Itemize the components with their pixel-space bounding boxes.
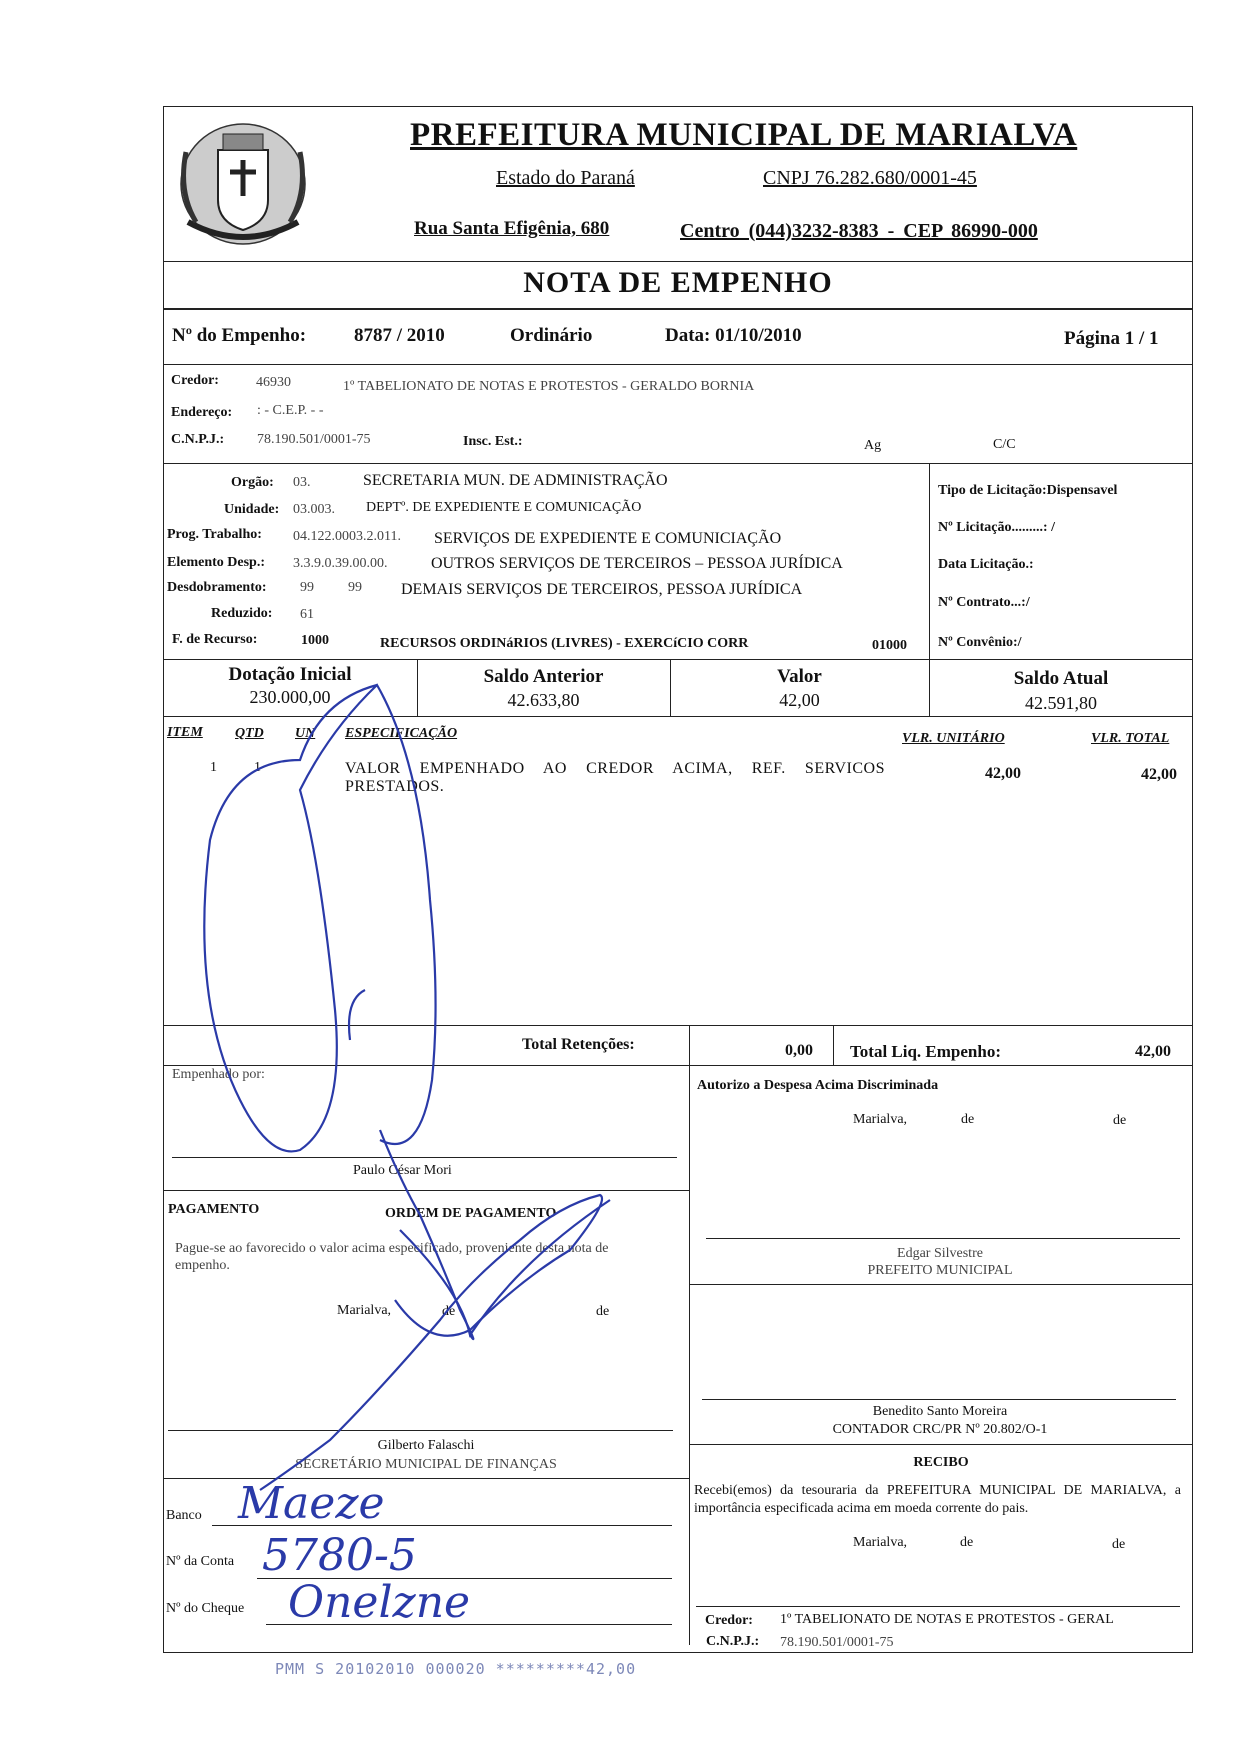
licitacao-numero: Nº Licitação.........: /: [938, 520, 1055, 535]
licitacao-data: Data Licitação.:: [938, 557, 1034, 572]
page-number: Página 1 / 1: [1064, 328, 1159, 349]
address-label: Endereço:: [171, 405, 233, 420]
ordem-pagamento-label: ORDEM DE PAGAMENTO: [385, 1206, 557, 1221]
total-retencoes-label: Total Retenções:: [522, 1036, 635, 1053]
empenhado-por-label: Empenhado por:: [172, 1067, 265, 1082]
empenho-type: Ordinário: [510, 325, 593, 346]
pagamento-place: Marialva,: [337, 1303, 392, 1318]
recibo-text: Recebi(emos) da tesouraria da PREFEITURA MUNICIPAL DE MARIALVA, a importância especificada acima em moeda corrente do pais.: [694, 1483, 1181, 1516]
dotacao-label: Dotação Inicial: [228, 664, 352, 685]
fonte-recurso-label: F. de Recurso:: [172, 632, 258, 647]
fonte-recurso-code2: 01000: [872, 638, 907, 653]
credor-address: : - C.E.P. - -: [257, 403, 324, 418]
item-qtd: 1: [254, 760, 261, 775]
col-vlr-unitario: VLR. UNITÁRIO: [902, 731, 1005, 746]
empenho-number-label: Nº do Empenho:: [172, 325, 307, 346]
recibo-place: Marialva,: [853, 1535, 908, 1550]
desdobramento-desc: DEMAIS SERVIÇOS DE TERCEIROS, PESSOA JURÍDICA: [401, 581, 803, 598]
valor-label: Valor: [777, 666, 822, 687]
saldo-anterior-label: Saldo Anterior: [483, 666, 604, 687]
col-qtd: QTD: [235, 726, 264, 741]
state-name: Estado do Paraná: [496, 167, 635, 189]
elemento-code: 3.3.9.0.39.00.00.: [293, 556, 388, 571]
credor-label: Credor:: [171, 373, 219, 388]
item-number: 1: [210, 760, 217, 775]
reduzido-label: Reduzido:: [211, 606, 273, 621]
recibo-cnpj: 78.190.501/0001-75: [780, 1635, 894, 1650]
credor-cnpj: 78.190.501/0001-75: [257, 432, 371, 447]
insc-label: Insc. Est.:: [463, 434, 523, 449]
total-liquido-label: Total Liq. Empenho:: [850, 1042, 1001, 1061]
col-item: ITEM: [167, 725, 203, 740]
prefeito-name: Edgar Silvestre: [897, 1246, 983, 1261]
recibo-label: RECIBO: [913, 1455, 969, 1470]
secretario-name: Gilberto Falaschi: [377, 1438, 475, 1453]
dotacao-value: 230.000,00: [249, 687, 331, 707]
licitacao-tipo: Tipo de Licitação:Dispensavel: [938, 483, 1118, 498]
orgao-desc: SECRETARIA MUN. DE ADMINISTRAÇÃO: [363, 472, 668, 489]
recibo-de: de: [1112, 1537, 1126, 1552]
prog-label: Prog. Trabalho:: [167, 527, 262, 542]
cheque-handwritten: Onelzne: [288, 1577, 471, 1628]
conta-label: Nº da Conta: [166, 1554, 235, 1569]
saldo-anterior-value: 42.633,80: [507, 690, 580, 710]
municipality-contact: Centro (044)3232-8383 - CEP 86990-000: [680, 220, 1038, 242]
recibo-credor-name: 1º TABELIONATO DE NOTAS E PROTESTOS - GERAL: [780, 1612, 1114, 1627]
licitacao-convenio: Nº Convênio:/: [938, 635, 1022, 650]
total-liquido-value: 42,00: [1135, 1043, 1171, 1060]
saldo-atual-value: 42.591,80: [1025, 693, 1097, 713]
unidade-desc: DEPTº. DE EXPEDIENTE E COMUNICAÇÃO: [366, 500, 642, 515]
fonte-recurso-desc: RECURSOS ORDINáRIOS (LIVRES) - EXERCíCIO CORR: [380, 636, 749, 651]
col-especificacao: ESPECIFICAÇÃO: [345, 726, 458, 741]
pagamento-label: PAGAMENTO: [168, 1202, 260, 1217]
total-retencoes-value: 0,00: [785, 1042, 813, 1059]
unidade-label: Unidade:: [224, 502, 280, 517]
banco-handwritten: Maeze: [238, 1478, 385, 1529]
orgao-label: Orgão:: [231, 475, 274, 490]
recibo-cnpj-label: C.N.P.J.:: [706, 1634, 760, 1649]
desdobramento-code: 99: [348, 580, 362, 595]
credor-code: 46930: [256, 375, 291, 390]
licitacao-contrato: Nº Contrato...:/: [938, 595, 1030, 610]
contador-name: Benedito Santo Moreira: [872, 1404, 1008, 1419]
item-especificacao: VALOR EMPENHADO AO CREDOR ACIMA, REF. SERVICOS PRESTADOS.: [345, 760, 885, 795]
item-vlr-total: 42,00: [1141, 766, 1177, 783]
autorizo-label: Autorizo a Despesa Acima Discriminada: [697, 1078, 939, 1093]
col-vlr-total: VLR. TOTAL: [1091, 731, 1170, 746]
municipality-cnpj: CNPJ 76.282.680/0001-45: [763, 167, 977, 189]
item-vlr-unitario: 42,00: [985, 765, 1021, 782]
prog-code: 04.122.0003.2.011.: [293, 529, 401, 544]
pagamento-de: de: [442, 1304, 456, 1319]
prog-desc: SERVIÇOS DE EXPEDIENTE E COMUNICIAÇÃO: [434, 530, 782, 547]
cheque-label: Nº do Cheque: [166, 1601, 245, 1616]
reduzido-code: 61: [300, 607, 314, 622]
orgao-code: 03.: [293, 475, 311, 490]
machine-stamp: PMM S 20102010 000020 *********42,00: [275, 1660, 637, 1678]
autorizo-de: de: [961, 1112, 975, 1127]
cnpj-label: C.N.P.J.:: [171, 432, 225, 447]
banco-label: Banco: [166, 1508, 202, 1523]
ag-label: Ag: [864, 438, 882, 453]
cc-label: C/C: [993, 437, 1016, 452]
empenhado-por-name: Paulo César Mori: [353, 1163, 452, 1178]
fonte-recurso-code: 1000: [301, 633, 329, 648]
pagamento-de: de: [596, 1304, 610, 1319]
recibo-de: de: [960, 1535, 974, 1550]
saldo-atual-label: Saldo Atual: [1013, 668, 1109, 689]
desdobramento-code: 99: [300, 580, 314, 595]
credor-name: 1º TABELIONATO DE NOTAS E PROTESTOS - GERALDO BORNIA: [343, 379, 755, 394]
desdobramento-label: Desdobramento:: [167, 580, 267, 595]
valor-value: 42,00: [779, 690, 820, 710]
elemento-desc: OUTROS SERVIÇOS DE TERCEIROS – PESSOA JURÍDICA: [431, 555, 843, 572]
contador-role: CONTADOR CRC/PR Nº 20.802/O-1: [832, 1422, 1048, 1437]
prefeito-role: PREFEITO MUNICIPAL: [867, 1263, 1013, 1278]
municipality-address: Rua Santa Efigênia, 680: [414, 218, 610, 239]
pagamento-text: Pague-se ao favorecido o valor acima especificado, proveniente desta nota de empenho.: [175, 1241, 609, 1273]
autorizo-de: de: [1113, 1113, 1127, 1128]
unidade-code: 03.003.: [293, 502, 335, 517]
autorizo-place: Marialva,: [853, 1112, 908, 1127]
conta-handwritten: 5780-5: [262, 1530, 417, 1581]
municipality-title: PREFEITURA MUNICIPAL DE MARIALVA: [410, 117, 1078, 153]
secretario-role: SECRETÁRIO MUNICIPAL DE FINANÇAS: [295, 1457, 557, 1472]
empenho-number: 8787 / 2010: [354, 325, 445, 346]
recibo-credor-label: Credor:: [705, 1613, 753, 1628]
document-title: NOTA DE EMPENHO: [523, 266, 833, 299]
empenho-date: Data: 01/10/2010: [665, 325, 802, 346]
elemento-label: Elemento Desp.:: [167, 555, 265, 570]
col-un: UN: [295, 726, 316, 741]
